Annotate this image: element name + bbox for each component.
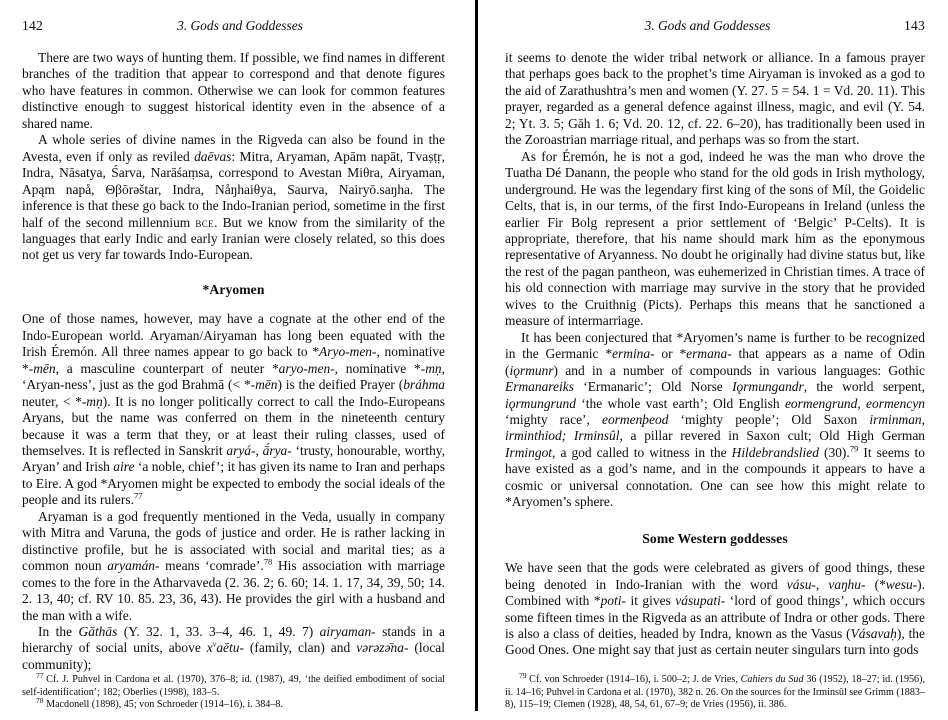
right-folio-number: 143 — [904, 18, 925, 33]
right-footnotes — [476, 670, 948, 712]
section-heading-aryomen: *Aryomen — [202, 282, 265, 298]
left-folio-number: 142 — [22, 18, 43, 33]
paragraph: It has been conjectured that *Aryomen’s name is further to be recognized in the Germanic *ermina- or *ermana- that appears as a name of Odin (iǫrmunr) and in a number of compounds in various languages: Gothic Ermanareiks ‘Ermanaric’; Old Norse Iǫrmungandr, the world serpent, iǫrmungrund ‘the whole vast earth’; Old English eormengrund, eormencyn ‘mighty race’, eormenþeod ‘mighty people’; Old Saxon irminman, irminthiod; Irminsûl, a pillar revered in Saxon cult; Old High German Irmingot, a god called to witness in the Hildebrandslied (30).$^{79}$ It seems to have existed as a god’s name, and in the compounds it appears to have a cosmic or universal connotation. One can see how this might relate to *Aryomen’s sphere. — [505, 329, 925, 510]
left-running-head — [22, 18, 445, 38]
footnote — [22, 696, 445, 712]
footnote — [505, 670, 925, 712]
paragraph: A whole series of divine names in the Rigveda can also be found in the Avesta, even if only as reviled daēvas: Mitra, Aryaman, Apām napāt, Tvaṣṭṛ, Indra, Nāsatya, Śarva, Narāśaṃsa, correspond to Avestan Miθra, Airyaman, Apąm napå, Θβōrəštar, Indra, Nåŋhaiθya, Saurva, Nairyō.saŋha. The inference is that these go back to the Indo-Iranian period, sometime in the first half of the second millennium bce. But we know from the similarity of the languages that early Indic and early Iranian were closely related, so this does not get us very far towards Indo-European. — [22, 132, 445, 263]
left-footnotes — [0, 670, 476, 712]
left-body-column — [22, 50, 445, 673]
footnote-marker: 78 — [36, 696, 44, 706]
paragraph: it seems to denote the wider tribal network or alliance. In a famous prayer that perhaps goes back to the prophet’s time Airyaman is invoked as a god to the aid of Zarathushtra’s men and women (Y. 27. 5 = 54. 1 = Vd. 20. 11). This prayer, regarded as a general defence against illness, magic, and evil (Y. 54. 2; Yt. 3. 5; Gāh 1. 6; Vd. 20. 12, cf. 22. 6–20), has traditionally been used in the Zoroastrian marriage ritual, and perhaps was so from the start. — [505, 50, 925, 148]
paragraph: There are two ways of hunting them. If possible, we find names in different branches of the tradition that appear to correspond and that denote figures who have features in common. Otherwise we can look for common features distinctive enough to suggest historical identity even in the absence of a shared name. — [22, 50, 445, 131]
right-running-head — [505, 18, 925, 38]
footnote-text: Cf. J. Puhvel in Cardona et al. (1970), 376–8; id. (1987), 49, ‘the deified embodiment of social self-identification’; 182; Oberlies (1998), 183–5. — [22, 674, 445, 698]
right-body-column — [505, 50, 925, 659]
paragraph: Aryaman is a god frequently mentioned in the Veda, usually in company with Mitra and Varuna, the gods of justice and order. He is rather lacking in distinctive profile, but he is associated with social and marital ties; as a common noun aryamán- means ‘comrade’.$^{78}$ His association with marriage comes to the fore in the Atharvaveda (2. 36. 2; 6. 60; 14. 1. 17, 34, 39, 50; 14. 2. 13, 40; cf. RV 10. 85. 23, 36, 43). He provides the girl with a husband and the man with a wife. — [22, 508, 445, 623]
paragraph: In the Gāthās (Y. 32. 1, 33. 3–4, 46. 1, 49. 7) airyaman- stands in a hierarchy of social units, above $x^vaētu-$ (family, clan) and vərəzə̄na- (local community); — [22, 624, 446, 672]
paragraph: As for Éremón, he is not a god, indeed he was the man who drove the Tuatha Dé Danann, the people who stand for the old gods in Irish mythology, underground. He was the legendary first king of the sons of Míl, the Goidelic Celts, that is, in our terms, of the first Indo-Europeans in Ireland (unless the earlier Fir Bolg represent a prior settlement of ‘Belgic’ P-Celts). It is appropriate, therefore, that his name should mark him as the eponymous representative of Aryanness. No doubt he originally had divine status but, like the rest of the pagan pantheon, was euhemerized in Christian times. A trace of his old connection with marriage may survive in the story that he provided wives to the Cruithnig (Picts). Perhaps this means that he sanctioned a measure of intermarriage. — [505, 148, 925, 329]
paragraph: One of those names, however, may have a cognate at the other end of the Indo-European world. Aryaman/Airyaman has long been equated with the Irish Éremón. All three names appear to go back to *Aryo-men-, nominative *-mēn, a masculine counterpart of neuter *aryo-men-, nominative *-mṇ, ‘Aryan-ness’, just as the god Brahmā (< *-mēn) is the deified Prayer (bráhma neuter, < *-mṇ). It is no longer politically correct to call the Indo-Europeans Aryans, but the name was conferred on them in the nineteenth century because it was a term that they, or at least their ruling classes, used of themselves. It is reflected in Sanskrit aryá-, ā́rya- ‘trusty, honourable, worthy, Aryan’ and Irish aire ‘a noble, chief’; it has given its name to Iran and perhaps to Eire. A god *Aryomen might be expected to embody the social ideals of the people and its rulers.$^{77}$ — [22, 311, 446, 508]
footnote-text: Cf. von Schroeder (1914–16), i. 500–2; J. de Vries, Cahiers du Sud 36 (1952), 18–27; id. (1956), ii. 14–16; Puhvel in Cardona et al. (1970), 382 n. 26. On the sources for the Irminsûl see Grimm (1883–8), 115–19; Clemen (1928), 48, 54, 61, 67–9; de Vries (1956), ii. 386. — [505, 674, 925, 711]
left-running-head-title: 3. Gods and Goddesses — [177, 18, 303, 33]
right-page — [476, 0, 948, 720]
footnote — [22, 670, 445, 699]
footnote-marker: 79 — [519, 670, 527, 680]
footnote-text: Macdonell (1898), 45; von Schroeder (1914–16), i. 384–8. — [46, 699, 283, 711]
footnote-marker: 77 — [36, 670, 44, 680]
paragraph: We have seen that the gods were celebrated as givers of good things, these being denoted in Indo-Iranian with the word vásu-, vaŋhu- (*wesu-). Combined with *poti- it gives vásupati- ‘lord of good things’, which occurs some fifteen times in the Rigveda as an attribute of Indra or other gods. There is also a class of deities, headed by Indra, known as the Vasus (Vásavaḥ), the Good Ones. One might say that just as certain neuter singulars turn into gods — [505, 560, 925, 658]
right-running-head-title: 3. Gods and Goddesses — [644, 18, 771, 33]
section-heading-western-goddesses: Some Western goddesses — [642, 530, 788, 546]
